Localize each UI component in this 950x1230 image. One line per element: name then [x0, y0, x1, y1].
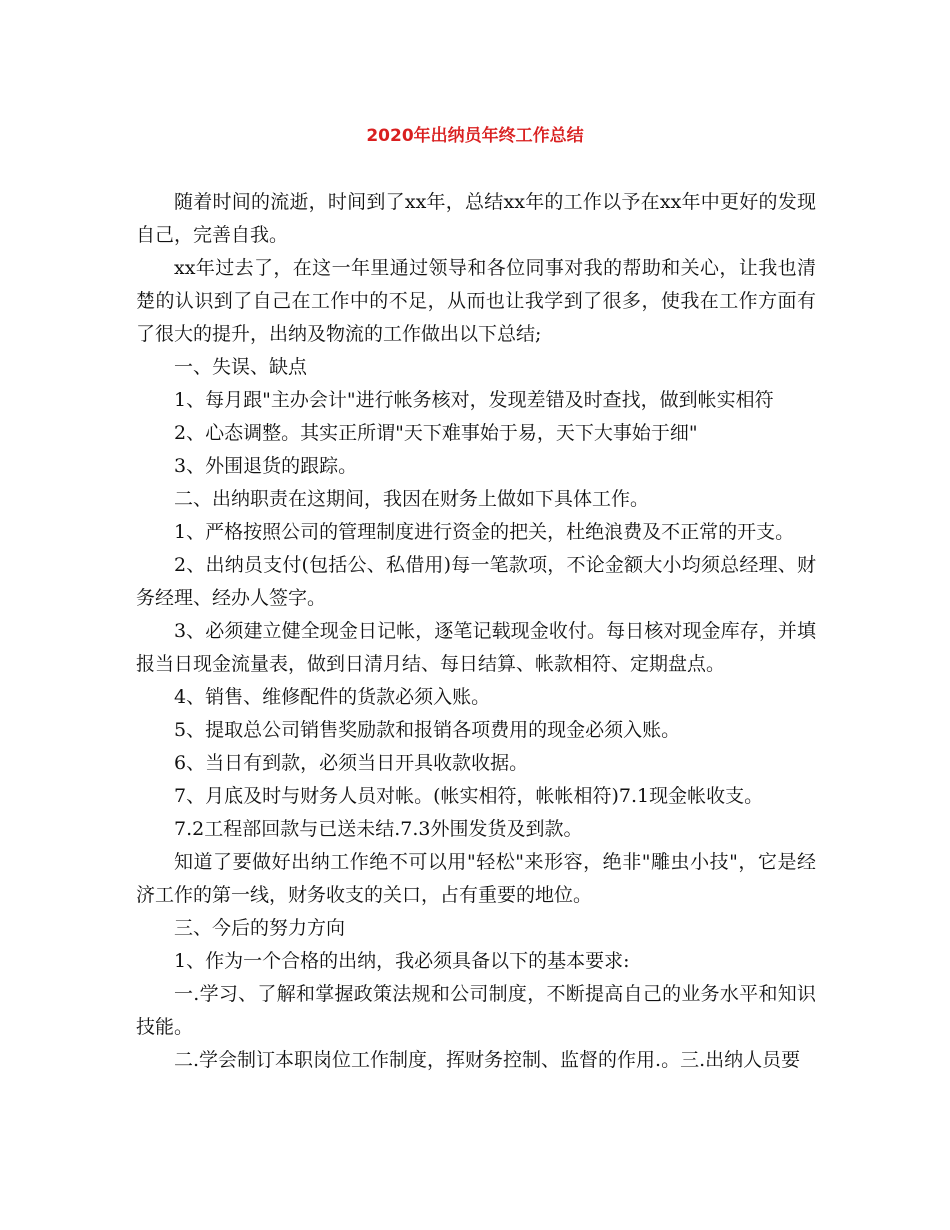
list-item: 3、外围退货的跟踪。	[174, 455, 358, 477]
list-item: 2、心态调整。其实正所谓"天下难事始于易，天下大事始于细"	[174, 422, 698, 444]
list-item: 一.学习、了解和掌握政策法规和公司制度，不断提高自己的业务水平和知识技能。	[136, 983, 816, 1038]
paragraph-overview: xx年过去了，在这一年里通过领导和各位同事对我的帮助和关心，让我也清楚的认识到了自己在工作中的不足，从而也让我学到了很多，使我在工作方面有了很大的提升，出纳及物流的工作做出以下总结;	[136, 257, 816, 345]
list-item: 1、每月跟"主办会计"进行帐务核对，发现差错及时查找，做到帐实相符	[174, 389, 774, 411]
section-heading-duties: 二、出纳职责在这期间，我因在财务上做如下具体工作。	[174, 488, 650, 510]
list-item: 1、作为一个合格的出纳，我必须具备以下的基本要求:	[174, 950, 630, 972]
list-item: 2、出纳员支付(包括公、私借用)每一笔款项，不论金额大小均须总经理、财务经理、经办人签字。	[136, 554, 816, 609]
list-item: 3、必须建立健全现金日记帐，逐笔记载现金收付。每日核对现金库存，并填报当日现金流量表，做到日清月结、每日结算、帐款相符、定期盘点。	[136, 620, 816, 675]
paragraph-intro: 随着时间的流逝，时间到了xx年，总结xx年的工作以予在xx年中更好的发现自己，完善自我。	[136, 191, 816, 246]
document-title: 2020年出纳员年终工作总结	[366, 126, 584, 146]
list-item: 5、提取总公司销售奖励款和报销各项费用的现金必须入账。	[174, 719, 681, 741]
list-item: 6、当日有到款，必须当日开具收款收据。	[174, 752, 529, 774]
list-item: 7.2工程部回款与已送未结.7.3外围发货及到款。	[174, 818, 583, 840]
section-heading-future: 三、今后的努力方向	[174, 917, 346, 939]
list-item: 二.学会制订本职岗位工作制度，挥财务控制、监督的作用.。三.出纳人员要	[174, 1049, 801, 1071]
paragraph-reflection: 知道了要做好出纳工作绝不可以用"轻松"来形容，绝非"雕虫小技"，它是经济工作的第一线，财务收支的关口，占有重要的地位。	[136, 851, 816, 906]
list-item: 7、月底及时与财务人员对帐。(帐实相符，帐帐相符)7.1现金帐收支。	[174, 785, 764, 807]
list-item: 4、销售、维修配件的货款必须入账。	[174, 686, 491, 708]
section-heading-mistakes: 一、失误、缺点	[174, 356, 308, 378]
list-item: 1、严格按照公司的管理制度进行资金的把关，杜绝浪费及不正常的开支。	[174, 521, 795, 543]
document-body	[136, 186, 816, 1077]
